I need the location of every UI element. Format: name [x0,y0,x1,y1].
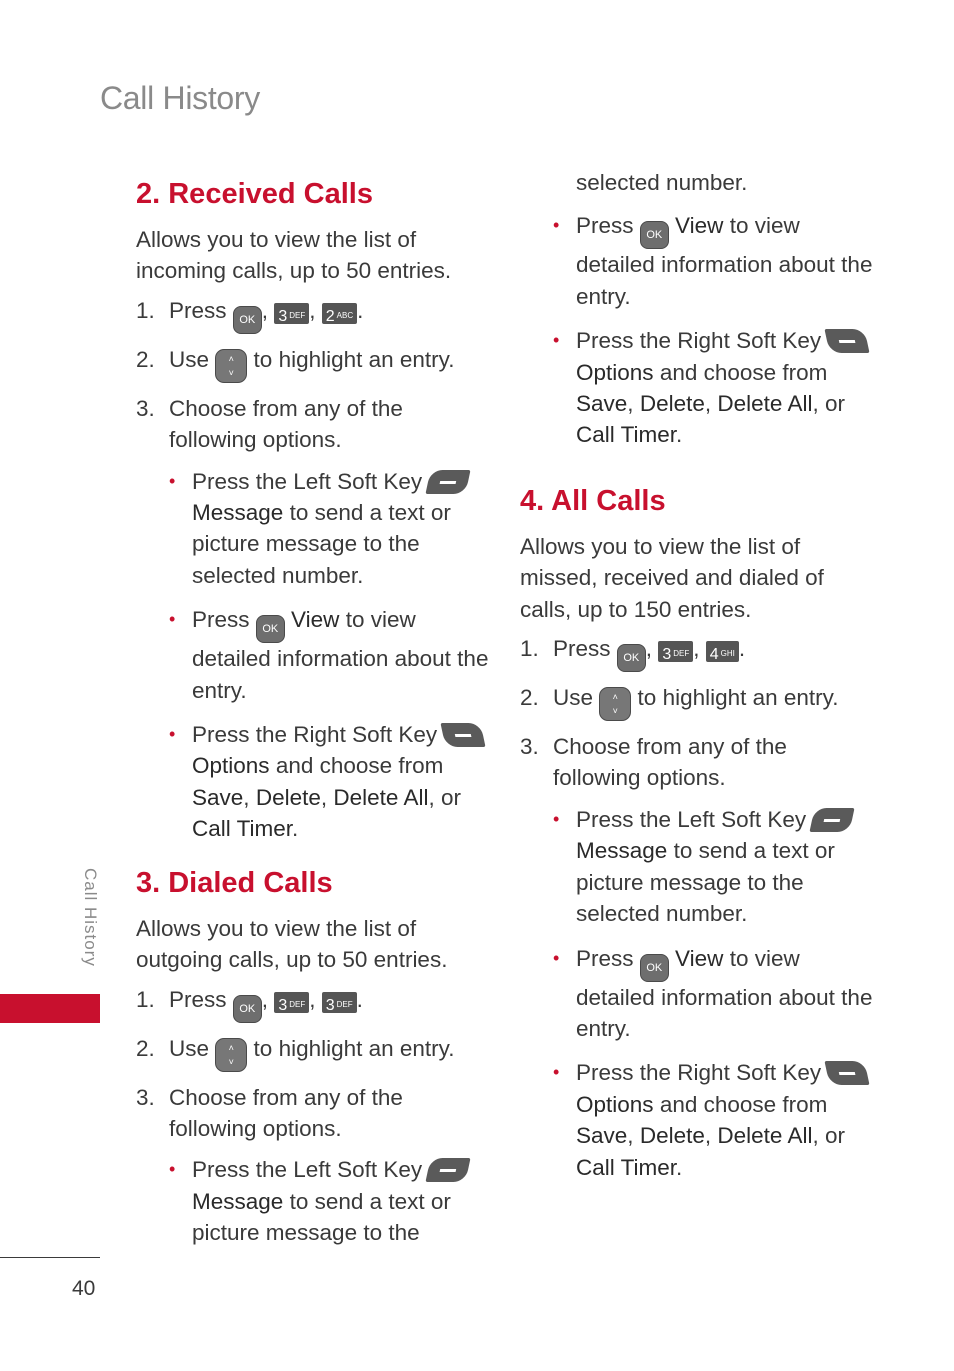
key-3-icon: 3 DEF [658,641,693,662]
left-soft-key-icon [810,808,855,832]
received-calls-section [136,172,496,845]
ok-key-icon: OK [617,644,646,672]
dialed-calls-continued: selected number. [576,170,748,195]
step-item: 3. Choose from any of the following options. [136,395,403,453]
step-item: 1. Press OK , 3 DEF , 2 ABC . [136,295,496,334]
all-calls-steps [520,633,880,794]
step-item: 2. Use ˄ ˅ to highlight an entry. [136,1033,496,1072]
all-calls-intro: Allows you to view the list of missed, received and dialed of calls, up to 150 entries. [520,533,824,622]
ok-key-icon: OK [256,615,285,643]
key-3-icon: 3 DEF [322,992,357,1013]
step-item: 2. Use ˄ ˅ to highlight an entry. [520,682,880,721]
dialed-calls-intro: Allows you to view the list of outgoing calls, up to 50 entries. [136,915,448,973]
side-tab-marker [0,994,100,1023]
ok-key-icon: OK [640,954,669,982]
list-item: • Press the Left Soft Key Message to send a text or picture message to the [169,1154,496,1248]
list-item: • Press the Right Soft Key Options and choose from Save, Delete, Delete All, or Call Timer. [169,719,496,845]
received-calls-heading: 2. Received Calls [136,178,373,210]
side-tab-label: Call History [81,868,100,967]
key-3-icon: 3 DEF [274,303,309,324]
received-calls-intro: Allows you to view the list of incoming calls, up to 50 entries. [136,227,452,284]
step-item: 3. Choose from any of the following options. [136,1084,403,1141]
navigation-key-icon: ˄ ˅ [599,687,631,721]
received-calls-options [169,466,496,845]
dialed-calls-heading: 3. Dialed Calls [136,866,333,899]
footer-divider [0,1257,100,1258]
right-soft-key-icon [441,723,486,747]
ok-key-icon: OK [233,306,262,334]
all-calls-heading: 4. All Calls [520,484,666,517]
all-calls-section [520,479,880,1183]
right-soft-key-icon [825,329,870,353]
list-item: • Press the Right Soft Key Options and choose from Save, Delete, Delete All, or Call Timer. [553,325,880,451]
step-item: 1. Press OK , 3 DEF , 3 DEF . [136,984,496,1023]
left-soft-key-icon [426,1158,471,1182]
step-item: 1. Press OK , 3 DEF , 4 GHI . [520,633,880,672]
navigation-key-icon: ˄ ˅ [215,1038,247,1072]
step-item: 2. Use ˄ ˅ to highlight an entry. [136,344,496,383]
key-3-icon: 3 DEF [274,992,309,1013]
left-column [136,172,496,1262]
received-calls-steps [136,295,496,456]
list-item: • Press OK View to view detailed information about the entry. [169,607,489,703]
dialed-calls-section [136,861,496,1249]
dialed-calls-options-continued [553,210,880,450]
list-item: • Press the Left Soft Key Message to send a text or picture message to the selected number. [553,804,880,930]
list-item: • Press the Left Soft Key Message to send a text or picture message to the selected number. [169,466,496,592]
step-item: 3. Choose from any of the following options. [520,734,787,791]
page-title: Call History [100,80,260,116]
list-item: • Press OK View to view detailed information about the entry. [553,213,873,309]
key-4-icon: 4 GHI [706,641,739,662]
left-soft-key-icon [426,470,471,494]
ok-key-icon: OK [640,221,669,249]
all-calls-options [553,804,880,1183]
right-column [520,172,880,1196]
ok-key-icon: OK [233,995,262,1023]
page-number: 40 [72,1277,96,1300]
right-soft-key-icon [825,1061,870,1085]
key-2-icon: 2 ABC [322,303,357,324]
dialed-calls-options [169,1154,496,1248]
list-item: • Press the Right Soft Key Options and choose from Save, Delete, Delete All, or Call Timer. [553,1057,880,1183]
dialed-calls-steps [136,984,496,1145]
navigation-key-icon: ˄ ˅ [215,349,247,383]
list-item: • Press OK View to view detailed information about the entry. [553,945,873,1041]
